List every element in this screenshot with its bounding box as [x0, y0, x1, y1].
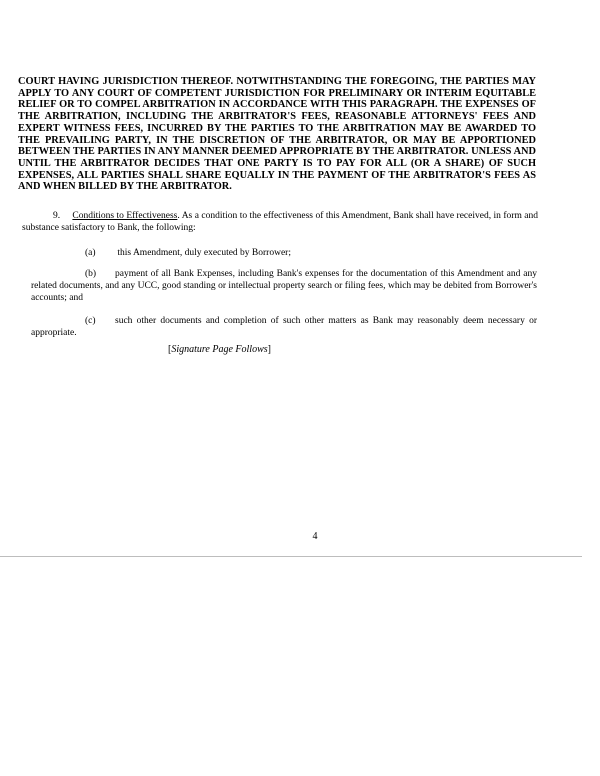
list-item-marker: (b) [85, 269, 97, 279]
list-item-a [85, 247, 535, 259]
section-9-number: 9. [53, 211, 61, 221]
section-9-paragraph [22, 210, 538, 234]
signature-note-text: Signature Page Follows [171, 344, 268, 355]
signature-page-note [168, 344, 271, 356]
list-item-text: payment of all Bank Expenses, including Bank's expenses for the documentation of this Amendment and any related documents, and any UCC, good standing or intellectual property search or filing fees, which may be debited from Borrower's accounts; and [31, 269, 537, 304]
list-item-marker: (c) [85, 316, 96, 326]
page-divider [0, 556, 582, 557]
section-9-heading: Conditions to Effectiveness [72, 211, 178, 221]
page-number: 4 [312, 531, 318, 542]
list-item-b [31, 268, 537, 305]
arbitration-caps-paragraph: COURT HAVING JURISDICTION THEREOF. NOTWITHSTANDING THE FOREGOING, THE PARTIES MAY APPLY TO ANY COURT OF COMPETENT JURISDICTION FOR PRELIMINARY OR INTERIM EQUITABLE RELIEF OR TO COMPEL ARBITRATION IN ACCORDANCE WITH THIS PARAGRAPH. THE EXPENSES OF THE ARBITRATION, INCLUDING THE ARBITRATOR'S FEES, REASONABLE ATTORNEYS' FEES AND EXPERT WITNESS FEES, INCURRED BY THE PARTIES TO THE ARBITRATION MAY BE AWARDED TO THE PREVAILING PARTY, IN THE DISCRETION OF THE ARBITRATOR, OR MAY BE APPORTIONED BETWEEN THE PARTIES IN ANY MANNER DEEMED APPROPRIATE BY THE ARBITRATOR. UNLESS AND UNTIL THE ARBITRATOR DECIDES THAT ONE PARTY IS TO PAY FOR ALL (OR A SHARE) OF SUCH EXPENSES, ALL PARTIES SHALL SHARE EQUALLY IN THE PAYMENT OF THE ARBITRATOR'S FEES AS AND WHEN BILLED BY THE ARBITRATOR. [18, 76, 536, 193]
bracket-close: ] [267, 344, 271, 355]
list-item-text: such other documents and completion of such other matters as Bank may reasonably deem necessary or appropriate. [31, 316, 537, 339]
list-item-marker: (a) [85, 248, 96, 258]
section-9-text: . As a condition to the effectiveness of this Amendment, Bank shall have received, in form and substance satisfactory to Bank, the following: [22, 211, 539, 234]
list-item-c [31, 315, 537, 339]
list-item-text: this Amendment, duly executed by Borrower; [117, 248, 291, 258]
bracket-open: [ [168, 344, 172, 355]
